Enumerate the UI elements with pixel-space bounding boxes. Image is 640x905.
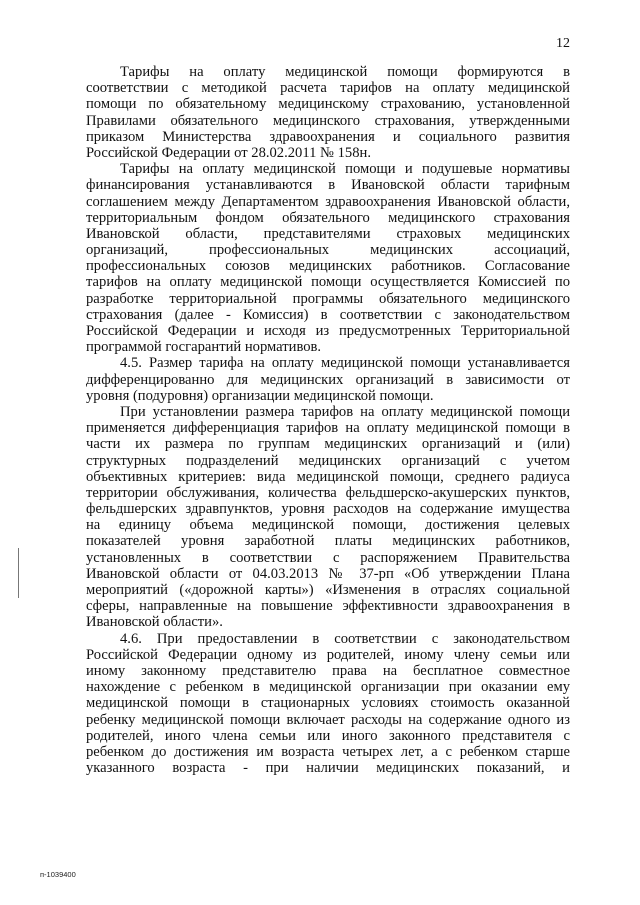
text-line: установленных в соответствии с распоряжением Правительства — [86, 549, 570, 566]
text-line: структурных подразделений медицинских организаций с учетом — [86, 452, 570, 469]
footer-document-code: п-1039400 — [40, 870, 76, 879]
text-line: показателей уровня заработной платы медицинских работников, — [86, 533, 570, 550]
text-line: ребенку медицинской помощи включает расходы на содержание одного из — [86, 711, 570, 728]
text-line: медицинской помощи в стационарных условиях стоимость оказанной — [86, 695, 570, 712]
text-line: приказом Министерства здравоохранения и социального развития — [86, 128, 570, 145]
text-line: ребенком до достижения им возраста четырех лет, а с ребенком старше — [86, 743, 570, 760]
text-line: разработке территориальной программы обязательного медицинского — [86, 290, 570, 307]
text-line: Правилами обязательного медицинского страхования, утвержденными — [86, 112, 570, 129]
text-line: организаций, профессиональных медицинских ассоциаций, — [86, 242, 570, 259]
text-line: Ивановской области, представителями страховых медицинских — [86, 225, 570, 242]
text-line: дифференцированно для медицинских организаций в зависимости от — [86, 371, 570, 388]
text-line: профессиональных союзов медицинских работников. Согласование — [86, 258, 570, 275]
text-line: При установлении размера тарифов на оплату медицинской помощи — [120, 403, 570, 420]
text-line: уровня (подуровня) организации медицинской помощи. — [86, 387, 434, 404]
text-line: нахождение с ребенком в медицинской организации при оказании ему — [86, 679, 570, 696]
text-line: тарифов на оплату медицинской помощи осуществляется Комиссией по — [86, 274, 570, 291]
text-line: территориальным фондом обязательного медицинского страхования — [86, 209, 570, 226]
text-line: территории обслуживания, количества фельдшерско-акушерских пунктов, — [86, 484, 570, 501]
text-line: Тарифы на оплату медицинской помощи и подушевые нормативы — [120, 161, 570, 178]
margin-mark — [18, 548, 19, 598]
text-line: Российской Федерации и исходя из предусмотренных Территориальной — [86, 323, 570, 339]
text-line: финансирования устанавливаются в Ивановской области тарифным — [86, 177, 570, 194]
text-line: фельдшерских здравпунктов, уровня расходов на содержание имущества — [86, 501, 570, 518]
text-line: на единицу объема медицинской помощи, достижения целевых — [86, 517, 570, 534]
text-line: 4.5. Размер тарифа на оплату медицинской помощи устанавливается — [120, 355, 570, 372]
text-line: программой госгарантий нормативов. — [86, 339, 322, 356]
text-line: родителей, иного члена семьи или иного законного представителя с — [86, 727, 570, 744]
text-line: объективных критериев: вида медицинской помощи, среднего радиуса — [86, 468, 570, 485]
text-line: Ивановской области от 04.03.2013 № 37-рп «Об утверждении Плана — [86, 565, 570, 582]
text-line: иному законному представителю права на бесплатное совместное — [86, 662, 570, 679]
text-line: соответствии с методикой расчета тарифов на оплату медицинской — [86, 80, 570, 97]
text-line: мероприятий («дорожной карты») «Изменения в отраслях социальной — [86, 582, 570, 598]
text-line: страхования (далее - Комиссия) в соответствии с законодательством — [86, 306, 570, 323]
text-line: Российской Федерации одному из родителей, иному члену семьи или — [86, 646, 570, 663]
text-line: указанного возраста - при наличии медицинских показаний, и — [86, 760, 570, 777]
text-line: применяется дифференциация тарифов на оплату медицинской помощи в — [86, 420, 570, 437]
text-line: 4.6. При предоставлении в соответствии с законодательством — [120, 630, 570, 647]
text-line: части их размера по группам медицинских организаций и (или) — [86, 436, 570, 453]
text-line: Российской Федерации от 28.02.2011 № 158н. — [86, 144, 371, 161]
document-body — [86, 64, 570, 776]
text-line: Ивановской области». — [86, 614, 223, 631]
text-line: помощи по обязательному медицинскому страхованию, установленной — [86, 96, 570, 113]
text-line: сферы, направленные на повышение эффективности здравоохранения в — [86, 598, 570, 615]
text-line: Тарифы на оплату медицинской помощи формируются в — [120, 64, 570, 80]
page-number: 12 — [556, 36, 570, 51]
text-line: соглашением между Департаментом здравоохранения Ивановской области, — [86, 193, 570, 210]
